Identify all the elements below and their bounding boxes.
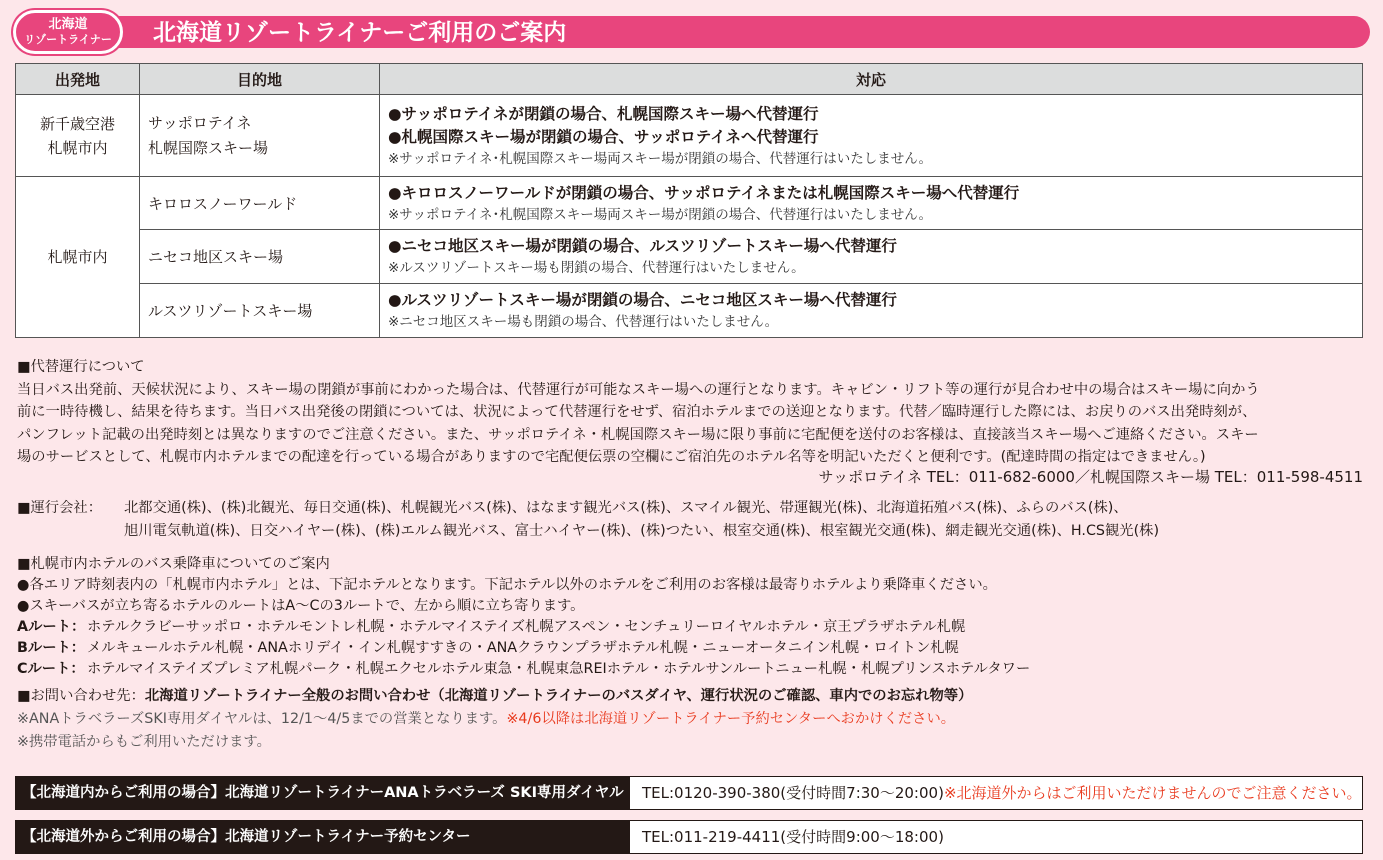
paragraph-line: 前に一時待機し、結果を待ちます。当日バス出発後の閉鎖については、状況によって代替運行をせず、宿泊ホテルまでの送迎となります。代替／臨時運行した際には、お戻りのバス出発時刻が、 xyxy=(17,404,1257,420)
table-row xyxy=(16,95,1363,177)
table-row xyxy=(16,177,1363,230)
paragraph-line: 当日バス出発前、天候状況により、スキー場の閉鎖が事前にわかった場合は、代替運行が可能なスキー場への運行となります。キャビン・リフト等の運行が見合わせ中の場合はスキー場に向かう xyxy=(17,381,1260,398)
inquiry-section xyxy=(17,685,972,754)
contact-warning: ※北海道外からはご利用いただけませんのでご注意ください。 xyxy=(943,784,1362,802)
operators-section xyxy=(17,497,1159,542)
route-row xyxy=(17,659,1030,680)
destination-cell: キロロスノーワールド xyxy=(140,177,380,230)
operators-row xyxy=(17,520,1159,543)
brand-logo xyxy=(13,10,123,54)
route-label: Aルート： xyxy=(17,619,86,635)
route-hotels: ホテルクラビーサッポロ・ホテルモントレ札幌・ホテルマイステイズ札幌アスペン・センチュリーロイヤルホテル・京王プラザホテル札幌 xyxy=(87,619,966,635)
page-title: 北海道リゾートライナーご利用のご案内 xyxy=(153,20,567,46)
paragraph-line: 場のサービスとして、札幌市内ホテルまでの配達を行っている場合がありますので宅配便伝票の空欄にご宿泊先のホテル名等を明記いただくと便利です。(配達時間の指定はできません。) xyxy=(17,449,1206,465)
route-hotels: ホテルマイステイズプレミア札幌パーク・札幌エクセルホテル東急・札幌東急REIホテル・ホテルサンルートニュー札幌・札幌プリンスホテルタワー xyxy=(87,661,1031,677)
contact-value xyxy=(630,777,1362,809)
destination-line: サッポロテイネ xyxy=(148,113,252,132)
response-note: ※サッポロテイネ･札幌国際スキー場両スキー場が閉鎖の場合、代替運行はいたしません。 xyxy=(388,150,933,167)
response-bold: ●キロロスノーワールドが閉鎖の場合、サッポロテイネまたは札幌国際スキー場へ代替運行 xyxy=(388,183,1020,202)
operators-list: 旭川電気軌道(株)、日交ハイヤー(株)、(株)エルム観光バス、富士ハイヤー(株)、(株)つたい、根室交通(株)、根室観光交通(株)、網走観光交通(株)、H.CS観光(株) xyxy=(124,522,1160,539)
route-row xyxy=(17,617,1030,638)
response-cell xyxy=(380,284,1363,338)
table-row xyxy=(16,230,1363,284)
inquiry-note: ※携帯電話からもご利用いただけます。 xyxy=(17,734,271,750)
response-bold: ●サッポロテイネが閉鎖の場合、札幌国際スキー場へ代替運行 xyxy=(388,104,819,123)
response-bold: ●ニセコ地区スキー場が閉鎖の場合、ルスツリゾートスキー場へ代替運行 xyxy=(388,237,897,255)
destination-cell xyxy=(140,95,380,177)
inquiry-note-text: ※ANAトラベラーズSKI専用ダイヤルは、12/1～4/5までの営業となります。 xyxy=(17,711,507,727)
section-heading: ■代替運行について xyxy=(17,359,145,375)
logo-line1: 北海道 xyxy=(48,17,88,32)
origin-line: 新千歳空港 xyxy=(39,114,115,133)
hotel-section xyxy=(17,554,1030,680)
hotel-note: ●各エリア時刻表内の「札幌市内ホテル」とは、下記ホテルとなります。下記ホテル以外のホテルをご利用のお客様は最寄りホテルより乗降車ください。 xyxy=(17,577,997,593)
response-note: ※サッポロテイネ･札幌国際スキー場両スキー場が閉鎖の場合、代替運行はいたしません。 xyxy=(388,206,933,223)
operators-label: ■運行会社： xyxy=(17,500,102,516)
inquiry-text: 北海道リゾートライナー全般のお問い合わせ（北海道リゾートライナーのバスダイヤ、運行状況のご確認、車内でのお忘れ物等） xyxy=(144,688,973,704)
col-header-origin: 出発地 xyxy=(16,64,140,95)
header xyxy=(13,10,1370,50)
contact-phone[interactable]: TEL:0120-390-380(受付時間7:30～20:00) xyxy=(642,784,944,802)
spacer xyxy=(17,520,124,543)
destination-cell: ニセコ地区スキー場 xyxy=(140,230,380,284)
response-bold: ●ルスツリゾートスキー場が閉鎖の場合、ニセコ地区スキー場へ代替運行 xyxy=(388,291,897,309)
contact-value xyxy=(630,821,944,853)
inquiry-note-red: ※4/6以降は北海道リゾートライナー予約センターへおかけください。 xyxy=(506,711,956,727)
destination-cell: ルスツリゾートスキー場 xyxy=(140,284,380,338)
route-row xyxy=(17,638,1030,659)
destination-line: 札幌国際スキー場 xyxy=(148,138,269,157)
route-label: Cルート： xyxy=(17,661,85,677)
operators-list: 北都交通(株)、(株)北観光、毎日交通(株)、札幌観光バス(株)、はなます観光バス(株)、スマイル観光、帯運観光(株)、北海道拓殖バス(株)、ふらのバス(株)、 xyxy=(124,500,1128,516)
origin-line: 札幌市内 xyxy=(47,138,108,157)
response-cell xyxy=(380,95,1363,177)
origin-cell xyxy=(16,95,140,177)
inquiry-line xyxy=(17,685,972,708)
col-header-response: 対応 xyxy=(380,64,1363,95)
paragraph-line: パンフレット記載の出発時刻とは異なりますのでご注意ください。また、サッポロテイネ・札幌国際スキー場に限り事前に宅配便を送付のお客様は、直接該当スキー場へご連絡ください。スキー xyxy=(17,426,1259,443)
alternate-operation-section xyxy=(17,356,1260,469)
col-header-destination: 目的地 xyxy=(140,64,380,95)
origin-cell: 札幌市内 xyxy=(16,177,140,338)
section-heading: ■札幌市内ホテルのバス乗降車についてのご案内 xyxy=(17,556,330,572)
contact-phone[interactable]: TEL:011-219-4411(受付時間9:00～18:00) xyxy=(642,828,944,846)
hotel-note: ●スキーバスが立ち寄るホテルのルートはA～Cの3ルートで、左から順に立ち寄ります。 xyxy=(17,598,585,614)
response-note: ※ニセコ地区スキー場も閉鎖の場合、代替運行はいたしません。 xyxy=(388,314,779,330)
contact-box-domestic xyxy=(15,776,1363,810)
logo-line2: リゾートライナー xyxy=(24,33,112,46)
response-cell xyxy=(380,230,1363,284)
response-note: ※ルスツリゾートスキー場も閉鎖の場合、代替運行はいたしません。 xyxy=(388,260,805,276)
operators-row xyxy=(17,497,1159,520)
inquiry-label: ■お問い合わせ先： xyxy=(17,688,145,704)
response-bold: ●札幌国際スキー場が閉鎖の場合、サッポロテイネへ代替運行 xyxy=(388,127,819,146)
response-cell xyxy=(380,177,1363,230)
contact-label: 【北海道内からご利用の場合】北海道リゾートライナーANAトラベラーズ SKI専用ダイヤル xyxy=(16,777,630,809)
contact-label: 【北海道外からご利用の場合】北海道リゾートライナー予約センター xyxy=(16,821,630,853)
route-label: Bルート： xyxy=(17,640,86,656)
inquiry-note xyxy=(17,708,972,731)
route-hotels: メルキュールホテル札幌・ANAホリデイ・イン札幌すすきの・ANAクラウンプラザホテル札幌・ニューオータニイン札幌・ロイトン札幌 xyxy=(87,640,959,656)
table-row xyxy=(16,284,1363,338)
table-header-row xyxy=(16,64,1363,95)
alternate-route-table xyxy=(15,63,1363,338)
contact-box-outside xyxy=(15,820,1363,854)
ski-area-phone: サッポロテイネ TEL：011-682-6000／札幌国際スキー場 TEL：011-598-4511 xyxy=(818,468,1363,486)
